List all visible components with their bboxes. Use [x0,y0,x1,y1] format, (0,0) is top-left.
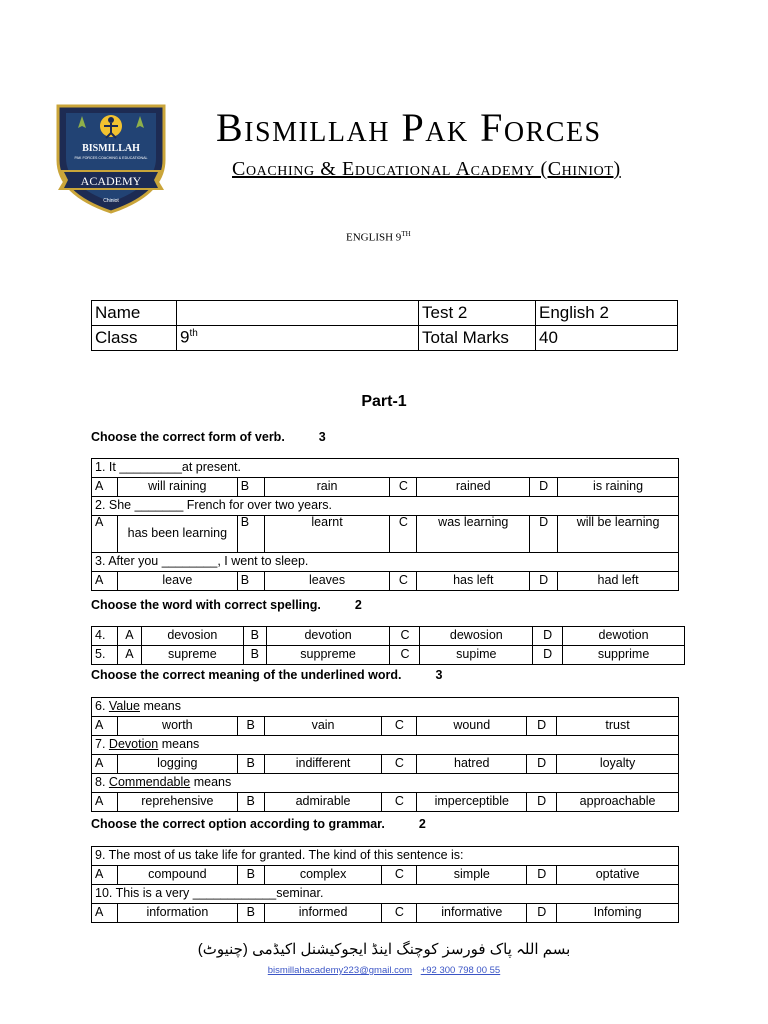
option-b[interactable]: admirable [264,793,382,812]
options-row [92,717,679,736]
option-b[interactable]: indifferent [264,755,382,774]
section-instruction: Choose the word with correct spelling. 2 [91,598,362,612]
option-d[interactable]: will be learning [558,516,679,553]
academy-subtitle: Coaching & Educational Academy (Chiniot) [232,158,621,180]
option-a[interactable]: has been learning [117,516,237,553]
question-10: 10. This is a very ____________seminar. [92,885,679,904]
option-a[interactable]: information [117,904,237,923]
test-value: English 2 [536,301,678,326]
spelling-table [91,626,685,665]
question-9: 9. The most of us take life for granted. The kind of this sentence is: [92,847,679,866]
option-letter: C [382,793,417,812]
option-b[interactable]: learnt [264,516,390,553]
option-b[interactable]: vain [264,717,382,736]
option-c[interactable]: rained [417,478,530,497]
svg-text:Chiniot: Chiniot [103,198,119,204]
option-d[interactable]: trust [557,717,679,736]
option-letter: C [390,516,417,553]
option-letter: D [530,478,558,497]
options-row [92,866,679,885]
meaning-table [91,697,679,812]
question-8: 8. Commendable means [92,774,679,793]
option-a[interactable]: reprehensive [117,793,237,812]
subject-heading: ENGLISH 9TH [346,230,411,244]
option-letter: A [117,627,141,646]
option-letter: A [92,793,118,812]
option-b[interactable]: devotion [266,627,390,646]
option-letter: C [390,646,420,665]
option-c[interactable]: informative [417,904,527,923]
option-letter: A [92,572,118,591]
option-letter: B [237,717,264,736]
option-d[interactable]: Infoming [557,904,679,923]
option-letter: A [92,516,118,553]
option-d[interactable]: is raining [558,478,679,497]
phone-link[interactable]: +92 300 798 00 55 [420,965,501,976]
option-a[interactable]: logging [117,755,237,774]
question-7: 7. Devotion means [92,736,679,755]
option-d[interactable]: approachable [557,793,679,812]
options-row [92,793,679,812]
option-d[interactable]: dewotion [563,627,685,646]
option-letter: B [237,478,264,497]
option-b[interactable]: leaves [264,572,390,591]
option-a[interactable]: compound [117,866,237,885]
question-4: 4. A devosion B devotion C dewosion D dewotion [92,627,685,646]
options-row [92,755,679,774]
option-b[interactable]: rain [264,478,390,497]
option-letter: C [382,866,417,885]
options-row [92,516,679,553]
option-c[interactable]: imperceptible [417,793,527,812]
option-c[interactable]: hatred [417,755,527,774]
marks-label: Total Marks [419,326,536,351]
option-d[interactable]: optative [557,866,679,885]
option-letter: A [92,717,118,736]
section-instruction: Choose the correct option according to grammar. 2 [91,817,426,831]
option-a[interactable]: worth [117,717,237,736]
option-a[interactable]: will raining [117,478,237,497]
option-c[interactable]: supime [420,646,533,665]
svg-text:BISMILLAH: BISMILLAH [82,143,140,154]
grammar-table [91,846,679,923]
name-field[interactable] [177,301,419,326]
option-a[interactable]: supreme [141,646,243,665]
option-a[interactable]: devosion [141,627,243,646]
part-title: Part-1 [361,393,407,410]
option-letter: A [92,866,118,885]
marks-value: 40 [536,326,678,351]
option-c[interactable]: simple [417,866,527,885]
class-value: 9th [177,326,419,351]
question-1: 1. It _________at present. [92,459,679,478]
option-letter: D [527,717,557,736]
option-letter: B [237,755,264,774]
option-d[interactable]: had left [558,572,679,591]
option-letter: D [533,646,563,665]
academy-title: Bismillah Pak Forces [216,105,602,150]
option-letter: D [530,572,558,591]
option-letter: C [382,904,417,923]
option-letter: D [527,793,557,812]
question-6: 6. Value means [92,698,679,717]
option-letter: A [117,646,141,665]
option-letter: C [382,717,417,736]
option-b[interactable]: informed [264,904,382,923]
section-instruction: Choose the correct meaning of the underlined word. 3 [91,668,443,682]
option-letter: A [92,904,118,923]
option-b[interactable]: complex [264,866,382,885]
section-instruction: Choose the correct form of verb. 3 [91,430,326,444]
student-info-table [91,300,678,351]
urdu-footer: بسم اللہ پاک فورسز کوچنگ اینڈ ایجوکیشنل اکیڈمی (چنیوٹ) [197,941,571,958]
academy-logo [52,98,170,214]
name-label: Name [92,301,177,326]
contact-line [0,965,768,976]
question-3: 3. After you ________, I went to sleep. [92,553,679,572]
options-row [92,904,679,923]
option-letter: D [527,904,557,923]
option-letter: D [530,516,558,553]
option-letter: C [390,627,420,646]
option-letter: B [237,904,264,923]
option-letter: A [92,478,118,497]
svg-text:PAK FORCES COACHING & EDUCATIO: PAK FORCES COACHING & EDUCATIONAL [74,156,148,160]
option-letter: A [92,755,118,774]
option-c[interactable]: was learning [417,516,530,553]
option-c[interactable]: dewosion [420,627,533,646]
option-letter: B [243,646,266,665]
option-d[interactable]: loyalty [557,755,679,774]
verb-form-table [91,458,679,591]
option-b[interactable]: suppreme [266,646,390,665]
option-a[interactable]: leave [117,572,237,591]
option-letter: C [390,572,417,591]
options-row [92,572,679,591]
option-c[interactable]: has left [417,572,530,591]
svg-text:ACADEMY: ACADEMY [80,174,142,188]
question-5: 5. A supreme B suppreme C supime D supprime [92,646,685,665]
option-d[interactable]: supprime [563,646,685,665]
option-letter: B [243,627,266,646]
class-label: Class [92,326,177,351]
option-letter: C [382,755,417,774]
option-letter: B [237,793,264,812]
email-link[interactable]: bismillahacademy223@gmail.com [267,965,413,976]
option-letter: C [390,478,417,497]
option-letter: B [237,866,264,885]
option-letter: B [237,572,264,591]
question-2: 2. She _______ French for over two years. [92,497,679,516]
option-letter: D [527,866,557,885]
options-row [92,478,679,497]
option-c[interactable]: wound [417,717,527,736]
option-letter: D [533,627,563,646]
test-label: Test 2 [419,301,536,326]
option-letter: D [527,755,557,774]
option-letter: B [237,516,264,553]
